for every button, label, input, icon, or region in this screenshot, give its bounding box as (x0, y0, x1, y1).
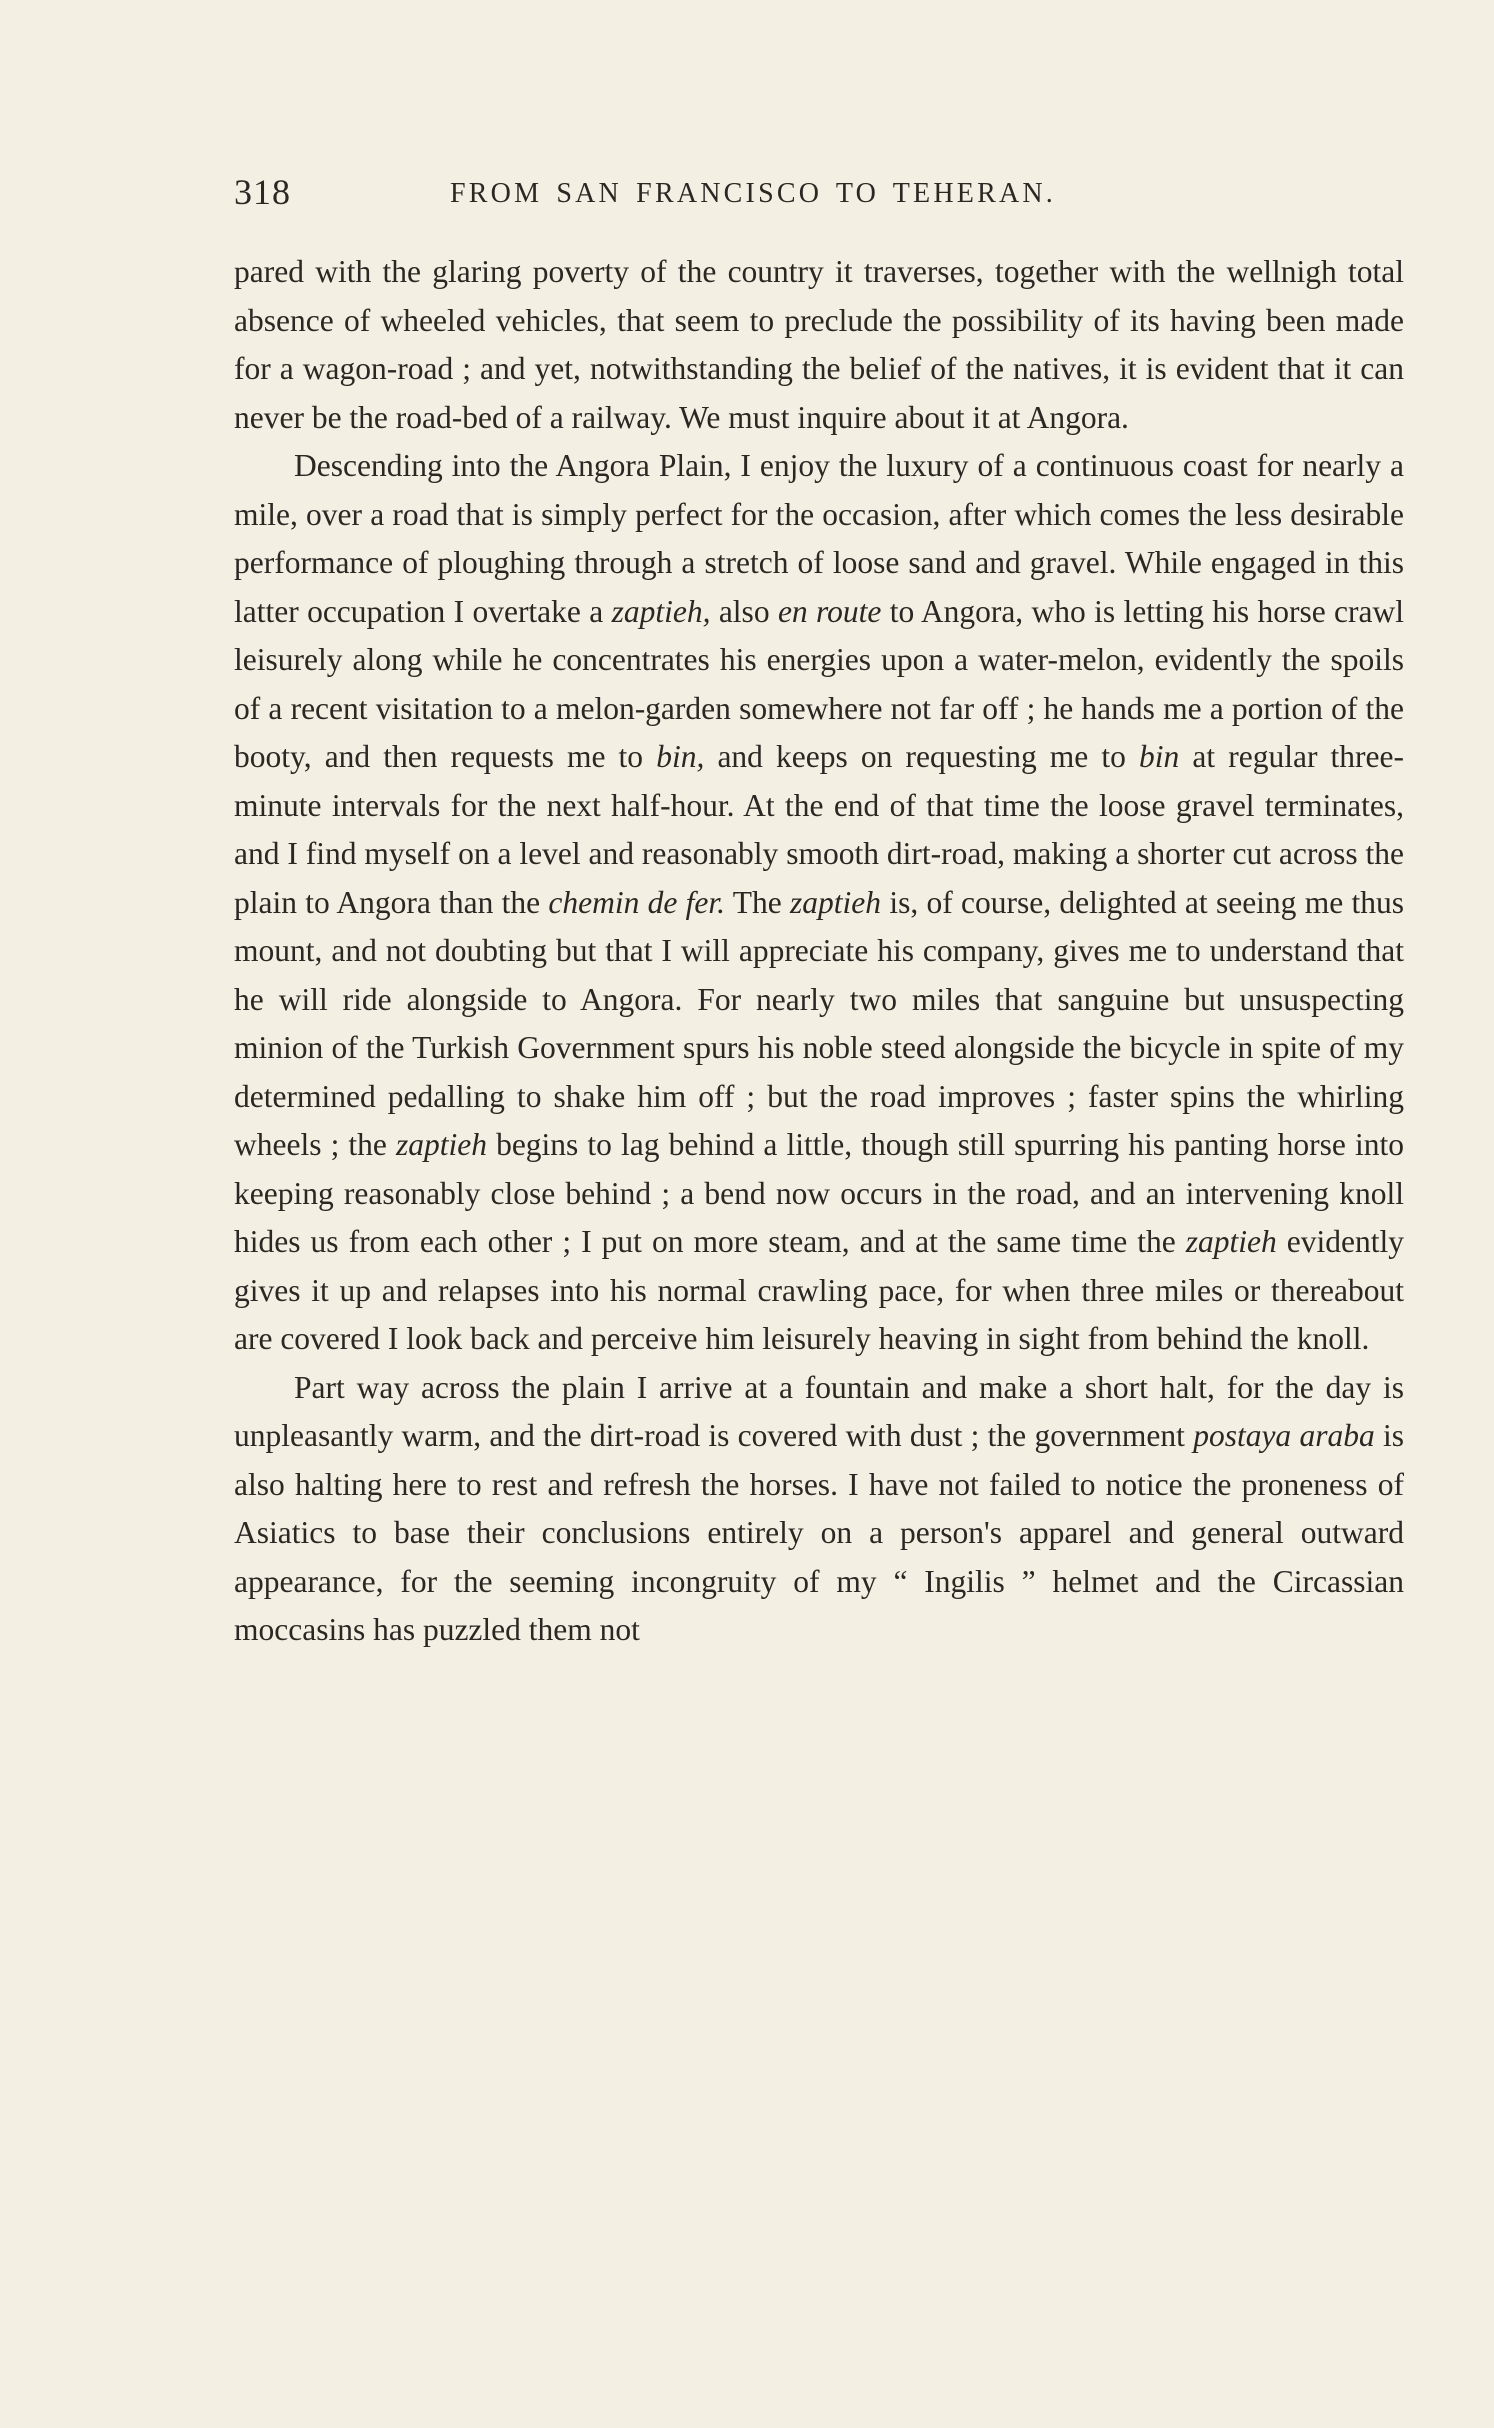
paragraph-2-text-2: also (710, 593, 778, 629)
paragraph-2-text-9: evidently gives it up and relapses into his normal crawling pace, for when three miles or thereabout are covered I look back and perceive him leisurely heaving in sight from behind the knoll. (234, 1224, 1405, 1356)
paragraph-2-text-5: at regular three-minute intervals for the next half-hour. At the end of that time the loose gravel terminates, and I find myself on a level and reasonably smooth dirt-road, making a shorter cut across the plain to Angora than the (234, 739, 1404, 920)
page-number: 318 (234, 172, 291, 212)
paragraph-2-text-8: begins to lag behind a little, though still spurring his panting horse into keeping reasonably close behind ; a bend now occurs in the road, and an intervening knoll hides us from each other ; I put on more steam, and at the same time the (234, 1127, 1404, 1259)
running-title: FROM SAN FRANCISCO TO TEHERAN. (450, 178, 1056, 209)
paragraph-3-text-2: is also halting here to rest and refresh the horses. I have not failed to notice the proneness of Asiatics to base their conclusions entirely on a person's apparel and general outward appearance, for the seeming incongruity of my “ Ingilis ” helmet and the Circassian moccasins has puzzled them not (234, 1418, 1405, 1647)
italic-zaptieh-2: zaptieh (790, 884, 882, 920)
paragraph-3 (234, 1364, 1404, 1655)
paragraph-2-text-1: Descending into the Angora Plain, I enjoy the luxury of a continuous coast for nearly a mile, over a road that is simply perfect for the occasion, after which comes the less desirable performance of ploughing through a stretch of loose sand and gravel. While engaged in this latter occupation I overtake a (234, 448, 1404, 629)
italic-postaya-araba: postaya araba (1193, 1418, 1375, 1453)
italic-chemin-de-fer: chemin de fer. (548, 884, 726, 920)
paragraph-1-text: pared with the glaring poverty of the country it traverses, together with the wellnigh total absence of wheeled vehicles, that seem to preclude the possibility of its having been made for a wagon-road ; and yet, notwithstanding the belief of the natives, it is evident that it can never be the road-bed of a railway. We must inquire about it at Angora. (234, 254, 1404, 435)
italic-zaptieh-1: zaptieh, (611, 593, 711, 629)
paragraph-2-text-6: The (725, 884, 791, 920)
page-header (234, 168, 1404, 216)
paragraph-1 (234, 248, 1404, 442)
body-text (234, 248, 1404, 1655)
italic-bin-1: bin, (656, 739, 705, 774)
italic-bin-2: bin (1139, 739, 1180, 774)
paragraph-3-text-1: Part way across the plain I arrive at a fountain and make a short halt, for the day is unpleasantly warm, and the dirt-road is covered with dust ; the government (234, 1369, 1404, 1453)
italic-zaptieh-3: zaptieh (395, 1127, 487, 1162)
paragraph-2-text-7: is, of course, delighted at seeing me thus mount, and not doubting but that I will appreciate his company, gives me to understand that he will ride alongside to Angora. For nearly two miles that sanguine but unsuspecting minion of the Turkish Government spurs his noble steed alongside the bicycle in spite of my determined pedalling to shake him off ; but the road improves ; faster spins the whirling wheels ; the (234, 884, 1404, 1162)
paragraph-2-text-4: and keeps on requesting me to (704, 739, 1140, 774)
paragraph-2 (234, 442, 1404, 1364)
italic-zaptieh-4: zaptieh (1185, 1224, 1277, 1259)
paragraph-2-text-3: to Angora, who is letting his horse crawl leisurely along while he concentrates his energies upon a water-melon, evidently the spoils of a recent visitation to a melon-garden somewhere not far off ; he hands me a portion of the booty, and then requests me to (234, 593, 1405, 774)
italic-en-route: en route (777, 593, 882, 629)
